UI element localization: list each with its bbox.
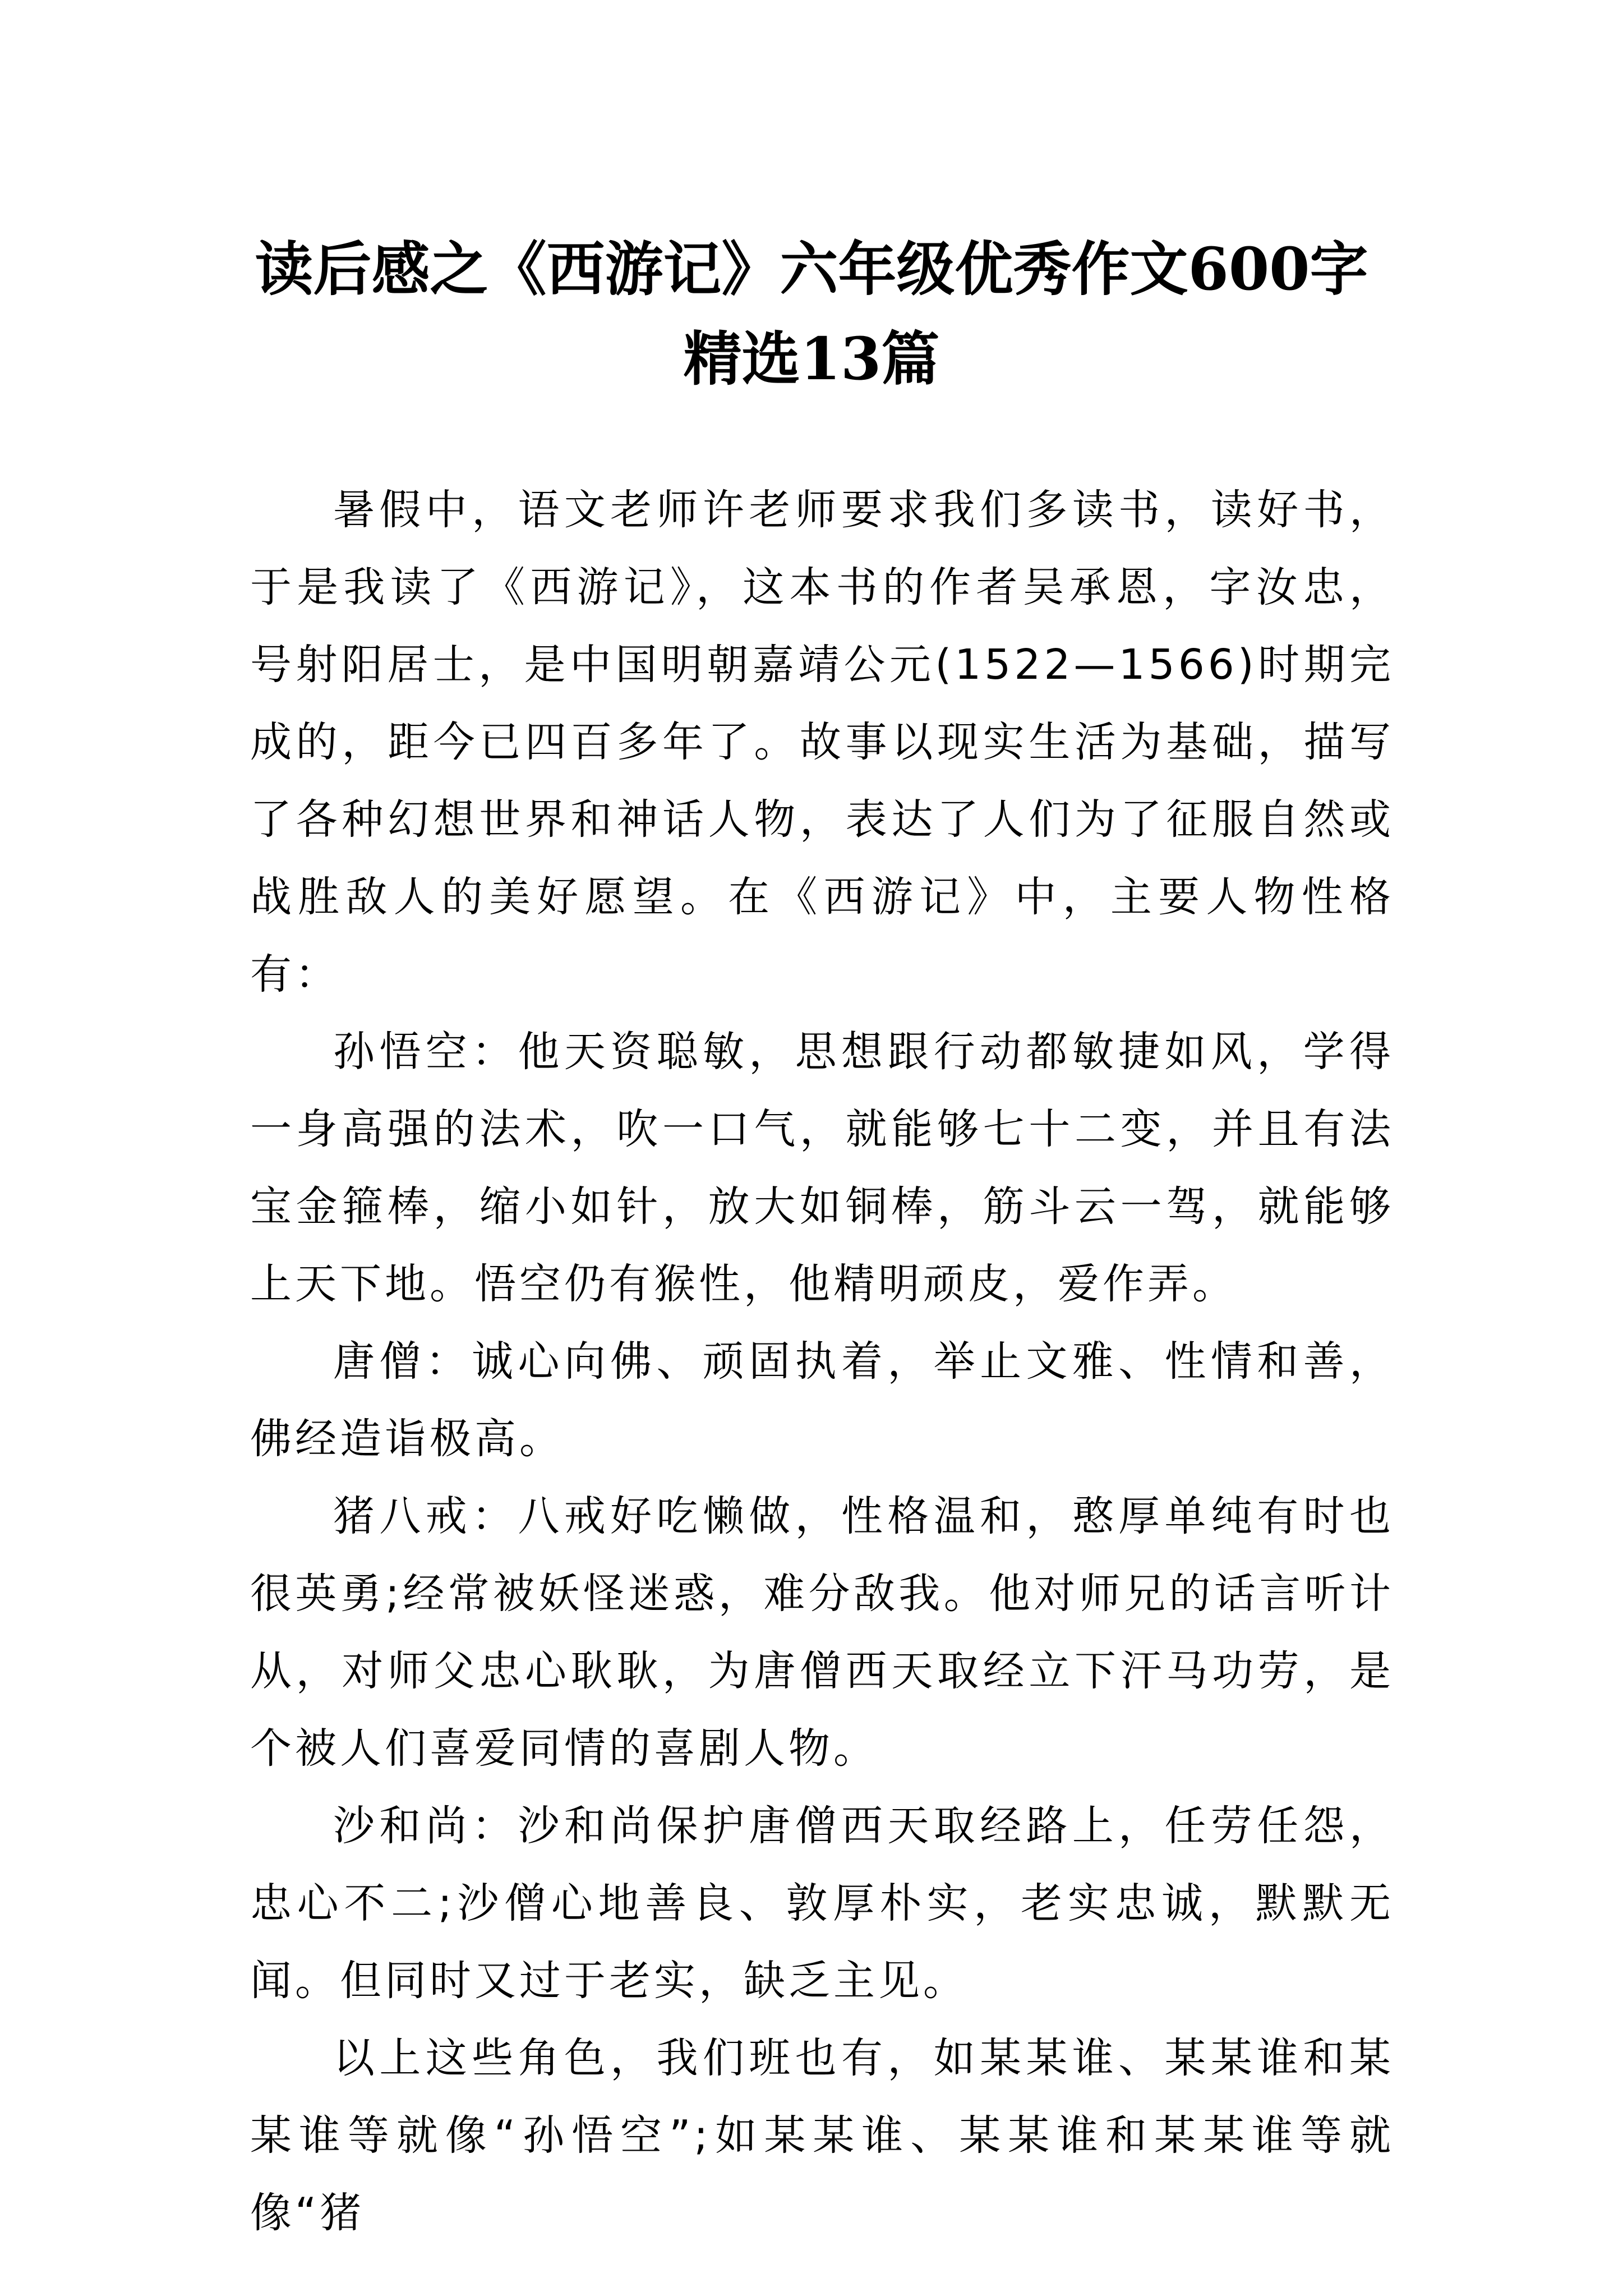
- paragraph-sha-heshang: 沙和尚：沙和尚保护唐僧西天取经路上，任劳任怨，忠心不二;沙僧心地善良、敦厚朴实，老实忠诚，默默无闻。但同时又过于老实，缺乏主见。: [250, 1802, 1394, 2005]
- paragraph-classmates: 以上这些角色，我们班也有，如某某谁、某某谁和某某谁等就像“孙悟空”;如某某谁、某某谁和某某谁等就像“猪: [250, 2034, 1394, 2237]
- paragraph-zhu-bajie: 猪八戒：八戒好吃懒做，性格温和，憨厚单纯有时也很英勇;经常被妖怪迷惑，难分敌我。他对师兄的话言听计从，对师父忠心耿耿，为唐僧西天取经立下汗马功劳，是个被人们喜爱同情的喜剧人物。: [250, 1492, 1394, 1773]
- document-title: [213, 224, 1410, 404]
- paragraph-intro: 暑假中，语文老师许老师要求我们多读书，读好书，于是我读了《西游记》，这本书的作者吴承恩，字汝忠，号射阳居士，是中国明朝嘉靖公元(1522—1566)时期完成的，距今已四百多年了。故事以现实生活为基础，描写了各种幻想世界和神话人物，表达了人们为了征服自然或战胜敌人的美好愿望。在《西游记》中，主要人物性格有：: [250, 486, 1394, 999]
- title-line-2: 精选13篇: [683, 324, 940, 393]
- title-line-1: 读后感之《西游记》六年级优秀作文600字: [255, 234, 1368, 303]
- paragraph-sun-wukong: 孙悟空：他天资聪敏，思想跟行动都敏捷如风，学得一身高强的法术，吹一口气，就能够七十二变，并且有法宝金箍棒，缩小如针，放大如铜棒，筋斗云一驾，就能够上天下地。悟空仍有猴性，他精明顽皮，爱作弄。: [250, 1028, 1394, 1308]
- paragraph-tang-seng: 唐僧：诚心向佛、顽固执着，举止文雅、性情和善，佛经造诣极高。: [250, 1337, 1394, 1463]
- document-body: [250, 471, 1394, 2252]
